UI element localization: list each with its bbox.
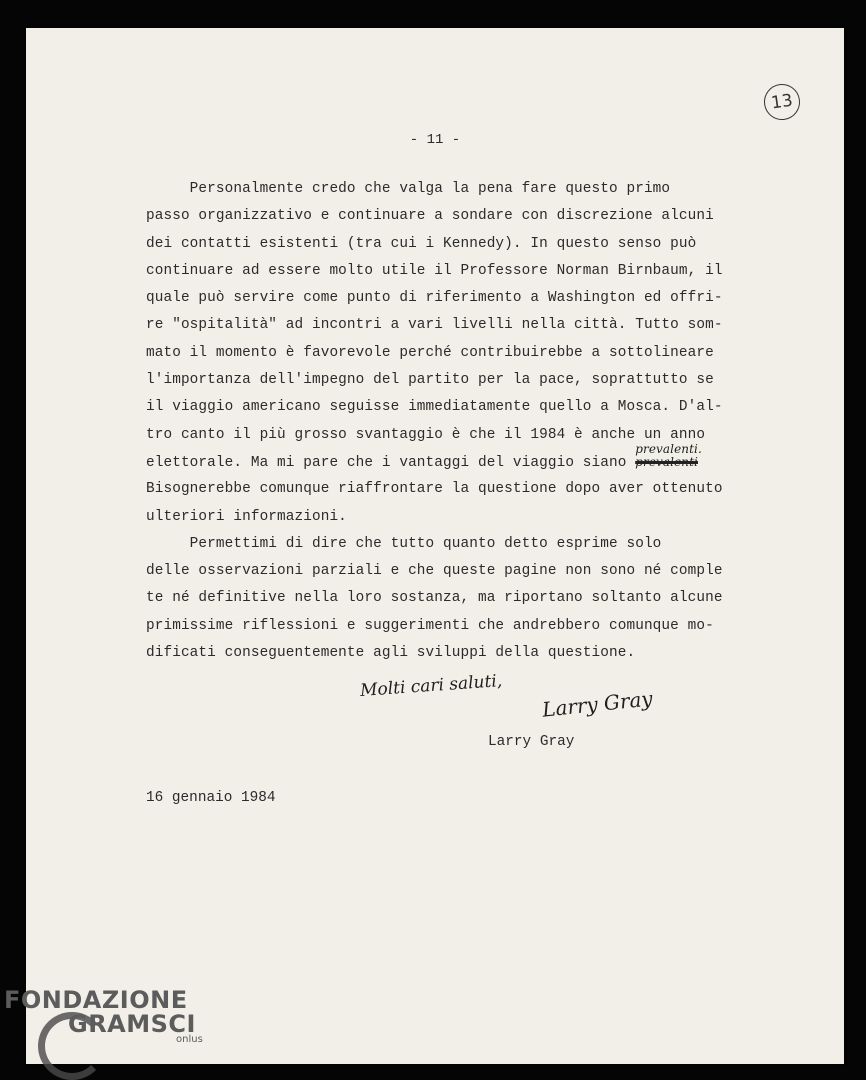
page-number: - 11 - <box>409 132 461 148</box>
paragraph-1-line-7: mato il momento è favorevole perché contribuirebbe a sottolineare <box>146 344 714 361</box>
paragraph-1-line-6: re "ospitalità" ad incontri a vari livelli nella città. Tutto som- <box>146 317 723 334</box>
handwritten-closing: Molti cari saluti, <box>359 671 503 701</box>
correction-added-word: prevalenti. <box>635 441 702 456</box>
paragraph-1-line-5: quale può servire come punto di riferimento a Washington ed offri- <box>146 290 723 307</box>
document-page <box>26 28 844 1064</box>
paragraph-1-line-4: continuare ad essere molto utile il Professore Norman Birnbaum, il <box>146 262 723 279</box>
signer-name: Larry Gray <box>488 734 575 750</box>
paragraph-2-line-2: delle osservazioni parziali e che queste pagine non sono né comple <box>146 563 723 580</box>
paragraph-1-line-11 <box>146 441 776 476</box>
paragraph-1-line-8: l'importanza dell'impegno del partito per la pace, soprattutto se <box>146 372 714 389</box>
handwritten-signature: Larry Gray <box>541 686 654 722</box>
watermark-line-1: FONDAZIONE <box>4 986 188 1014</box>
paragraph-1-line-9: il viaggio americano seguisse immediatamente quello a Mosca. D'al- <box>146 399 723 416</box>
paragraph-2-line-1: Permettimi di dire che tutto quanto detto esprime solo <box>146 535 662 552</box>
paragraph-2-line-5: dificati conseguentemente agli sviluppi della questione. <box>146 645 636 662</box>
paragraph-1-line-12: Bisognerebbe comunque riaffrontare la questione dopo aver ottenuto <box>146 481 723 498</box>
paragraph-1-line-1: Personalmente credo che valga la pena fare questo primo <box>146 181 671 197</box>
folio-number-circle: 13 <box>762 82 803 123</box>
watermark-logo <box>4 986 203 1045</box>
paragraph-1-line-11-text: elettorale. Ma mi pare che i vantaggi del viaggio siano <box>146 454 636 471</box>
correction-struck-word: prevalenti <box>635 454 698 469</box>
handwritten-correction <box>635 441 702 477</box>
document-date: 16 gennaio 1984 <box>146 790 276 806</box>
watermark-line-3: onlus <box>176 1034 203 1045</box>
paragraph-2-line-3: te né definitive nella loro sostanza, ma riportano soltanto alcune <box>146 590 723 607</box>
watermark-line-2: GRAMSCI <box>68 1010 196 1038</box>
paragraph-1-line-10: tro canto il più grosso svantaggio è che il 1984 è anche un anno <box>146 426 706 443</box>
body-text <box>146 176 776 667</box>
paragraph-1-line-3: dei contatti esistenti (tra cui i Kennedy). In questo senso può <box>146 235 697 252</box>
paragraph-1-line-2: passo organizzativo e continuare a sondare con discrezione alcuni <box>146 208 714 225</box>
paragraph-2-line-4: primissime riflessioni e suggerimenti che andrebbero comunque mo- <box>146 617 714 634</box>
paragraph-1-line-13: ulteriori informazioni. <box>146 508 347 525</box>
